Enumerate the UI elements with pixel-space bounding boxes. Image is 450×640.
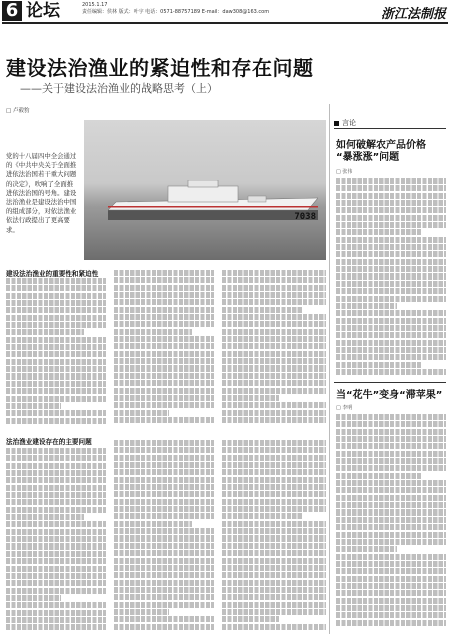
ship-illustration (108, 180, 318, 220)
header-meta (82, 2, 269, 16)
sidebar-article1-byline: □ 张伟 (336, 169, 353, 175)
sidebar-body (336, 414, 446, 634)
ship-hull-number: 7038 (294, 212, 316, 222)
sidebar-tag-label: 言论 (342, 119, 356, 127)
sidebar-article1-title-line1: 如何破解农产品价格 (336, 140, 426, 151)
article-title: 建设法治渔业的紧迫性和存在问题 (6, 56, 314, 80)
sidebar-body (336, 178, 446, 378)
article-byline: □ 卢毅豹 (6, 108, 30, 114)
column-divider (329, 104, 330, 634)
sidebar-tag (334, 118, 356, 128)
header-rule (2, 22, 448, 24)
sidebar-article1-title-line2: “暴涨涨”问题 (336, 152, 400, 163)
body-column (6, 278, 106, 426)
section1-heading: 建设法治渔业的重要性和紧迫性 (6, 270, 99, 278)
header-editor: 责任编辑：侯林 版式：叶宇 电话：0571-88757189 E-mail：daw308@163.com (82, 9, 270, 15)
sidebar-article1-title (336, 140, 426, 164)
article-lead: 党的十八届四中全会通过的《中共中央关于全面推进依法治国若干重大问题的决定》，吹响了全面推进依法治国的号角。建设法治渔业是建设法治中国的组成部分，对依法渔业依法行政提出了更高要求。 (6, 152, 77, 234)
section-name: 论坛 (26, 1, 60, 21)
page-header (0, 0, 450, 22)
body-column (114, 440, 214, 634)
body-column (222, 270, 326, 426)
sidebar-rule (334, 128, 446, 129)
fishery-ship-photo (84, 120, 326, 260)
square-bullet-icon (334, 121, 339, 126)
header-date: 2015.1.17 (82, 2, 108, 8)
sidebar-rule (334, 382, 446, 383)
body-column (6, 448, 106, 634)
body-column (222, 440, 326, 634)
page-number: 6 (2, 1, 22, 21)
sidebar-article2-byline: □ 李明 (336, 405, 353, 411)
article-subtitle: ——关于建设法治渔业的战略思考（上） (20, 82, 218, 95)
sidebar-article2-title: 当“花牛”变身“滞苹果” (336, 390, 443, 401)
section2-heading: 法治渔业建设存在的主要问题 (6, 438, 92, 446)
newspaper-name: 浙江法制报 (380, 7, 446, 22)
body-column (114, 270, 214, 426)
